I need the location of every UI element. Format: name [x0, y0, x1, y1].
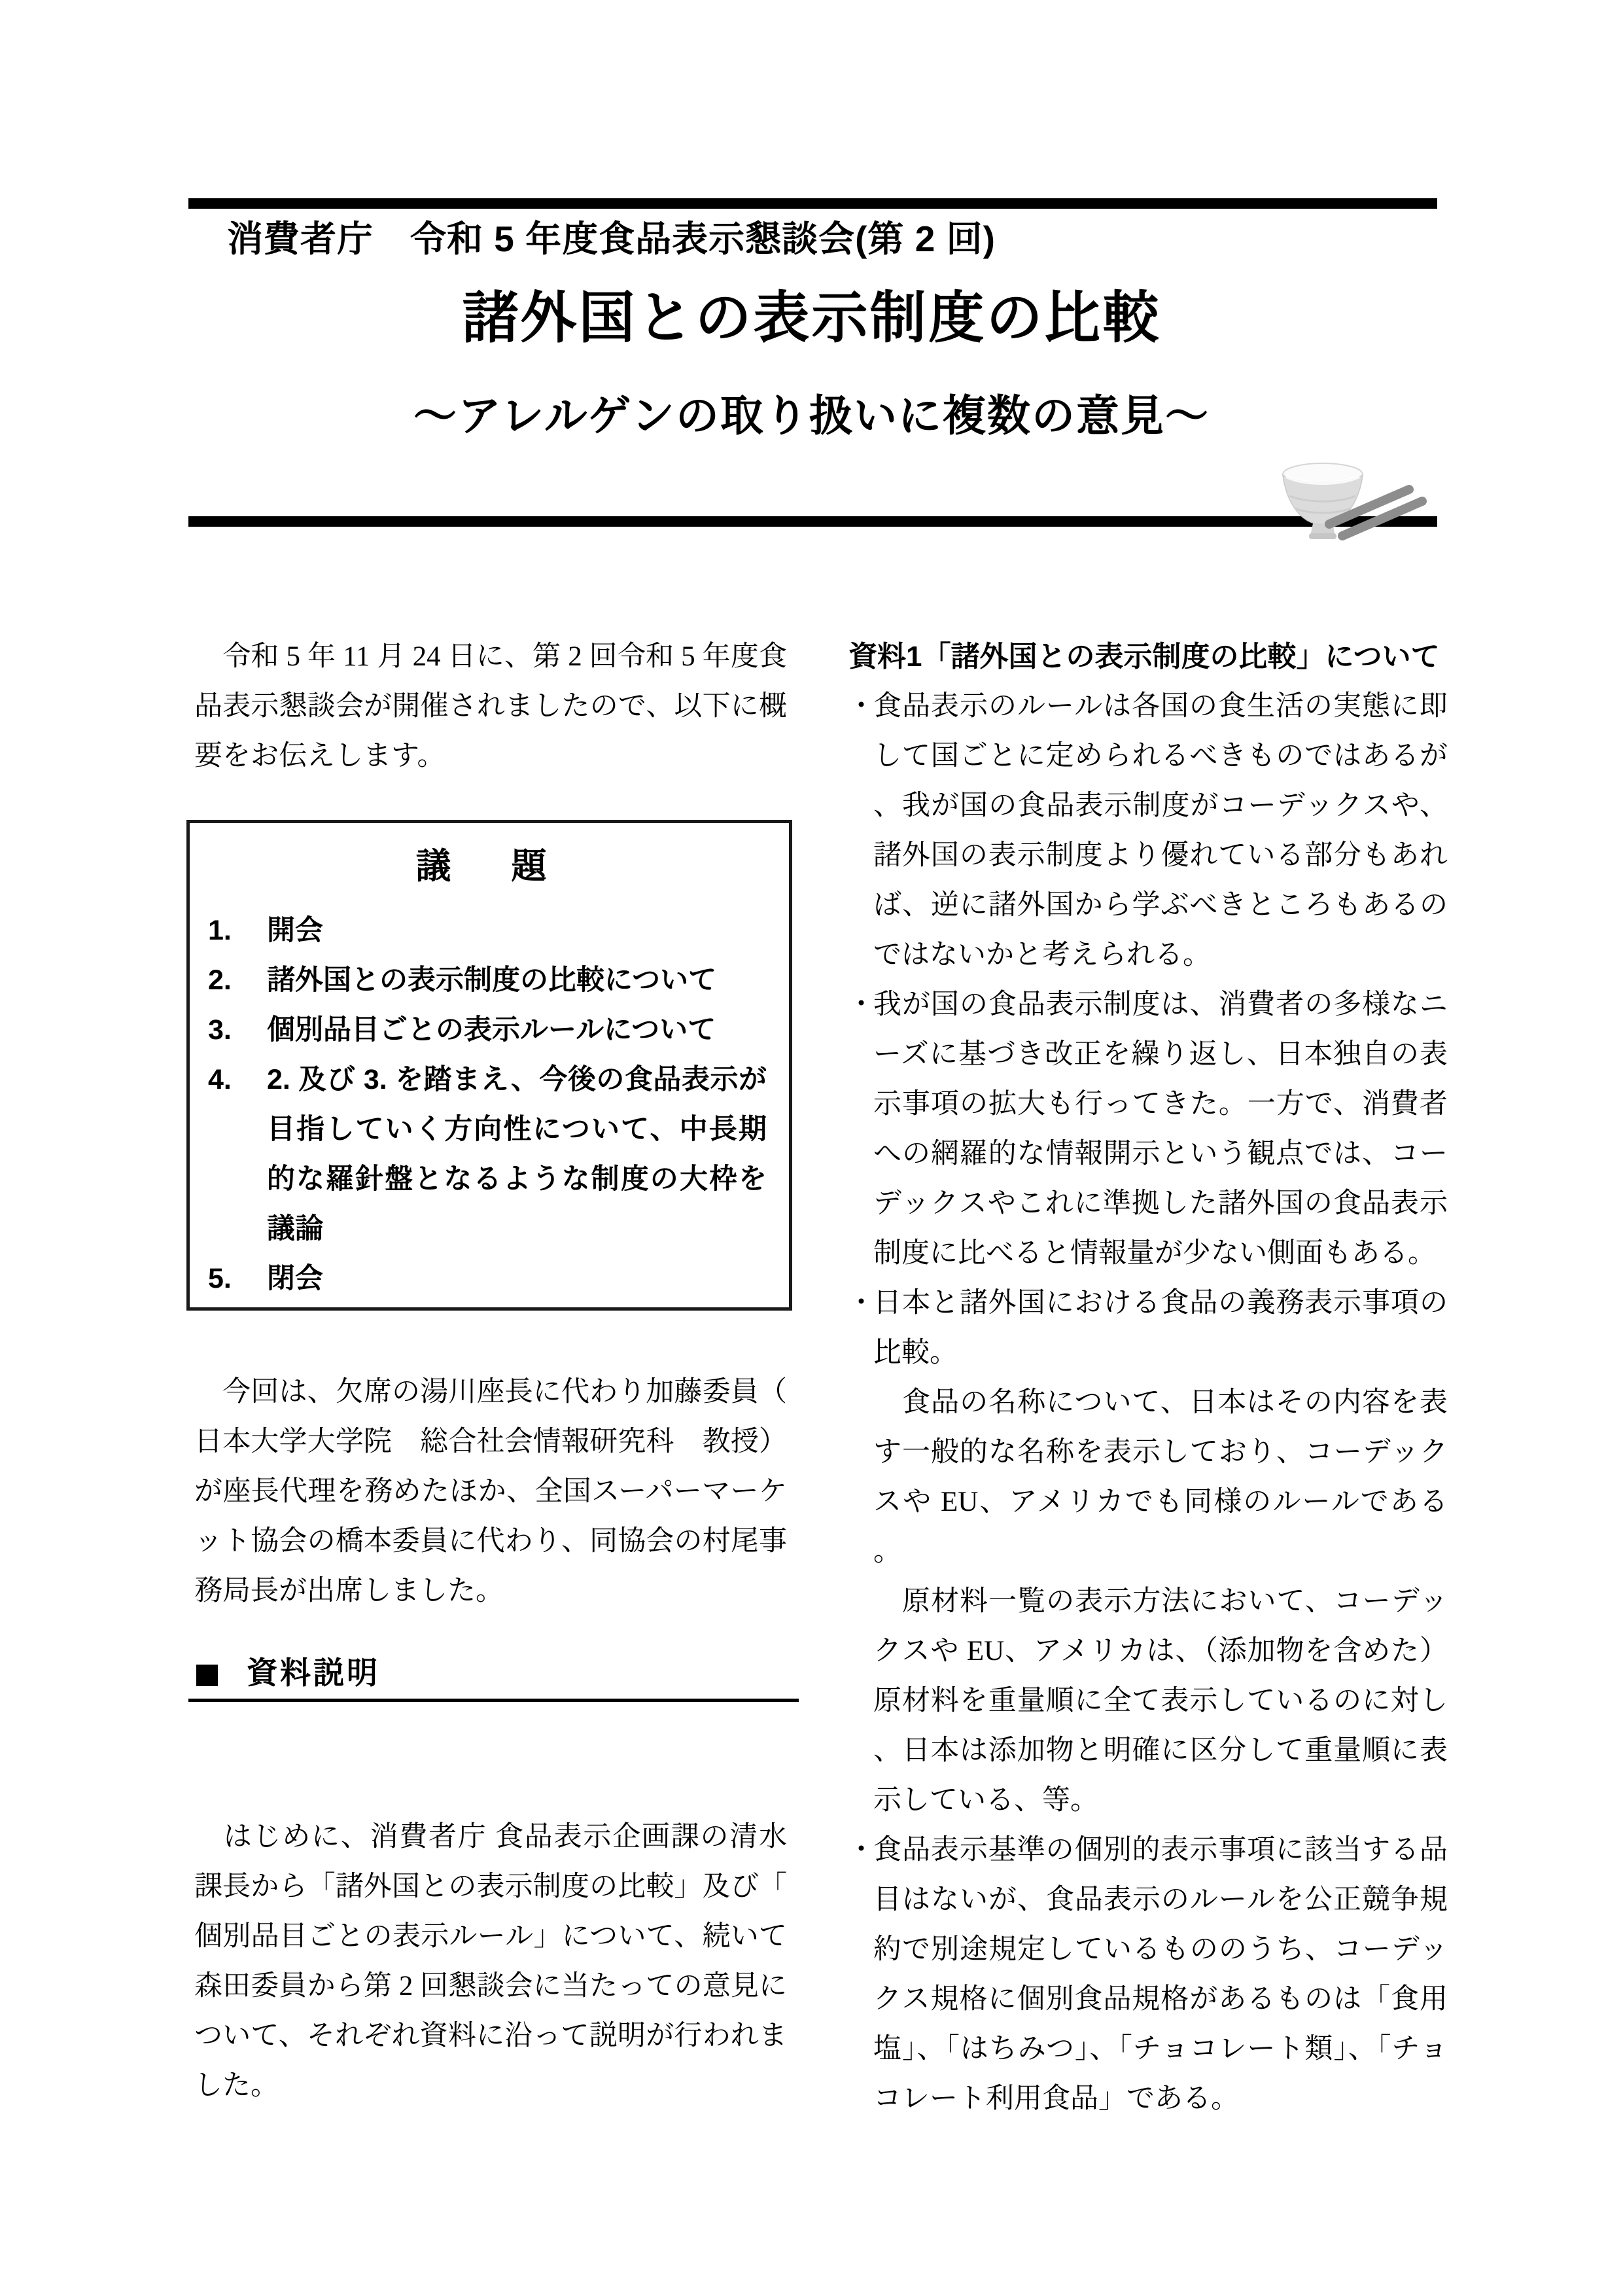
agenda-item-text: 2. 及び 3. を踏まえ、今後の食品表示が目指していく方向性について、中長期的な羅針盤となるような制度の大枠を議論 [267, 1064, 767, 1245]
agenda-item-4 [208, 1055, 767, 1254]
bullet-dot-icon: ・ [847, 1835, 875, 1865]
bullet-sub-paragraph-1: 食品の名称について、日本はその内容を表す一般的な名称を表示しており、コーデックスや EU、アメリカでも同様のルールである。 [873, 1387, 1448, 1567]
bottom-rule [188, 516, 1437, 527]
agenda-item-number: 5. [208, 1263, 232, 1294]
agenda-item-3 [208, 1005, 767, 1055]
bullet-sub-paragraph-2: 原材料一覧の表示方法において、コーデックスや EU、アメリカは、（添加物を含めた）原材料を重量順に全て表示しているのに対し、日本は添加物と明確に区分して重量順に表示している、等。 [873, 1586, 1448, 1816]
rice-bowl-chopsticks-icon [1277, 457, 1435, 543]
page-subtitle: ～アレルゲンの取り扱いに複数の意見～ [413, 393, 1210, 440]
agenda-title: 議 題 [415, 847, 559, 886]
bullet-item-2 [848, 980, 1448, 1279]
agenda-item-text: 開会 [267, 915, 323, 946]
agenda-item-5 [208, 1254, 767, 1303]
explanation-paragraph: はじめに、消費者庁 食品表示企画課の清水課長から「諸外国との表示制度の比較」及び「個別品目ごとの表示ルール」について、続いて森田委員から第 2 回懇談会に当たっての意見について、それぞれ資料に沿って説明が行われました。 [194, 1822, 787, 2101]
agenda-item-number: 4. [208, 1064, 232, 1095]
bullet-item-3 [848, 1279, 1448, 1826]
bullet-dot-icon: ・ [847, 1288, 875, 1318]
agenda-item-2 [208, 955, 767, 1005]
bullet-dot-icon: ・ [847, 989, 875, 1020]
top-rule [188, 198, 1437, 209]
right-column [848, 632, 1448, 2124]
right-column-heading: 資料1「諸外国との表示制度の比較」について [848, 641, 1440, 673]
section-header-shiryo-setsumei [188, 1657, 799, 1702]
bullet-text: 日本と諸外国における食品の義務表示事項の比較。 [873, 1288, 1448, 1368]
document-header-label: 消費者庁 令和 5 年度食品表示懇談会(第 2 回) [227, 219, 996, 259]
bowl-foot-base [1309, 533, 1336, 539]
rice-bowl-chopsticks-svg [1277, 457, 1435, 543]
chopstick-2 [1342, 501, 1422, 536]
attendees-paragraph: 今回は、欠席の湯川座長に代わり加藤委員（日本大学大学院 総合社会情報研究科 教授）が座長代理を務めたほか、全国スーパーマーケット協会の橋本委員に代わり、同協会の村尾事務局長が出席しました。 [194, 1377, 787, 1606]
bullet-text: 食品表示基準の個別的表示事項に該当する品目はないが、食品表示のルールを公正競争規約で別途規定しているもののうち、コーデックス規格に個別食品規格があるものは「食用塩」、「はちみつ」、「チョコレート類」、「チョコレート利用食品」である。 [873, 1835, 1448, 2114]
agenda-item-number: 1. [208, 915, 232, 946]
agenda-item-number: 3. [208, 1014, 232, 1046]
agenda-item-text: 個別品目ごとの表示ルールについて [267, 1014, 716, 1046]
bullet-item-4 [848, 1826, 1448, 2124]
agenda-item-text: 閉会 [267, 1263, 323, 1294]
intro-paragraph: 令和 5 年 11 月 24 日に、第 2 回令和 5 年度食品表示懇談会が開催されましたので、以下に概要をお伝えします。 [194, 641, 787, 771]
bullet-text: 我が国の食品表示制度は、消費者の多様なニーズに基づき改正を繰り返し、日本独自の表示事項の拡大も行ってきた。一方で、消費者への網羅的な情報開示という観点では、コーデックスやこれに準拠した諸外国の食品表示制度に比べると情報量が少ない側面もある。 [873, 989, 1448, 1269]
bullet-text: 食品表示のルールは各国の食生活の実態に即して国ごとに定められるべきものではあるが、我が国の食品表示制度がコーデックスや、諸外国の表示制度より優れている部分もあれば、逆に諸外国から学ぶべきところもあるのではないかと考えられる。 [873, 691, 1448, 970]
agenda-box [186, 820, 792, 1311]
agenda-item-text: 諸外国との表示制度の比較について [267, 964, 717, 996]
agenda-item-number: 2. [208, 964, 232, 996]
section-title: 資料説明 [247, 1655, 380, 1690]
black-square-icon [196, 1665, 218, 1686]
agenda-item-1 [208, 906, 767, 955]
page-title: 諸外国との表示制度の比較 [462, 287, 1161, 349]
bullet-item-1 [848, 682, 1448, 980]
bullet-dot-icon: ・ [847, 691, 875, 722]
